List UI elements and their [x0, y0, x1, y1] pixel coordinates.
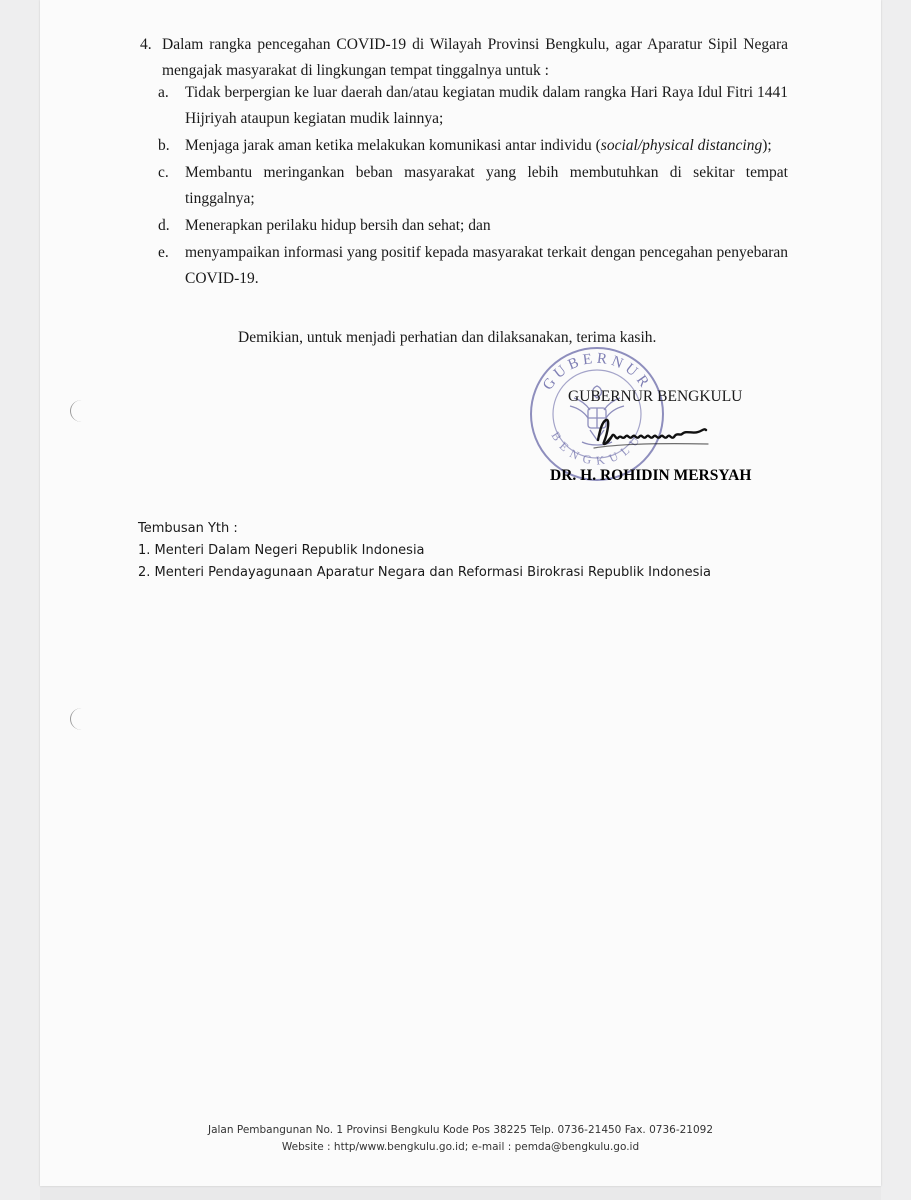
punch-hole-mark — [70, 400, 93, 422]
list-item — [158, 213, 788, 239]
viewer-left-margin — [0, 0, 40, 1200]
list-item — [158, 160, 788, 212]
point-text: Dalam rangka pencegahan COVID-19 di Wilayah Provinsi Bengkulu, agar Aparatur Sipil Negara mengajak masyarakat di lingkungan tempat tinggalnya untuk : — [162, 36, 788, 79]
item-letter: b. — [158, 137, 170, 154]
item-letter: a. — [158, 84, 169, 101]
carbon-copy-section — [138, 518, 711, 584]
item-text-italic: social/physical distancing — [600, 137, 763, 154]
viewer-right-margin — [881, 0, 911, 1200]
footer-address: Jalan Pembangunan No. 1 Provinsi Bengkulu Kode Pos 38225 Telp. 0736-21450 Fax. 0736-21092 — [207, 1124, 714, 1136]
item-text-tail: ); — [762, 137, 772, 154]
item-letter: e. — [158, 244, 169, 261]
item-text: Tidak berpergian ke luar daerah dan/atau kegiatan mudik dalam rangka Hari Raya Idul Fitri 1441 Hijriyah ataupun kegiatan mudik lainnya; — [185, 84, 788, 127]
cc-recipient: 2. Menteri Pendayagunaan Aparatur Negara dan Reformasi Birokrasi Republik Indonesia — [138, 565, 711, 580]
punch-hole-mark — [70, 708, 93, 730]
letterhead-footer — [40, 1122, 881, 1156]
handwritten-signature — [588, 410, 718, 455]
item-letter: c. — [158, 164, 169, 181]
document-page — [40, 0, 881, 1186]
item-text — [185, 133, 788, 159]
signatory-title: GUBERNUR BENGKULU — [568, 388, 743, 405]
cc-recipient: 1. Menteri Dalam Negeri Republik Indonesia — [138, 543, 425, 558]
list-item — [158, 133, 788, 159]
item-letter: d. — [158, 217, 170, 234]
footer-contact: Website : http/www.bengkulu.go.id; e-mail : pemda@bengkulu.go.id — [281, 1141, 640, 1153]
list-item — [158, 240, 788, 292]
closing-sentence: Demikian, untuk menjadi perhatian dan dilaksanakan, terima kasih. — [238, 329, 657, 346]
sub-list — [158, 80, 788, 292]
point-number: 4. — [140, 36, 152, 53]
cc-heading: Tembusan Yth : — [138, 521, 238, 536]
list-item — [158, 80, 788, 132]
item-text: Menerapkan perilaku hidup bersih dan sehat; dan — [185, 217, 491, 234]
item-text-main: Menjaga jarak aman ketika melakukan komunikasi antar individu ( — [185, 137, 601, 154]
item-text: menyampaikan informasi yang positif kepada masyarakat terkait dengan pencegahan penyebaran COVID-19. — [185, 244, 788, 287]
signatory-name: DR. H. ROHIDIN MERSYAH — [550, 467, 752, 484]
paragraph-point-4 — [140, 32, 788, 84]
item-text: Membantu meringankan beban masyarakat yang lebih membutuhkan di sekitar tempat tinggalnya; — [185, 164, 788, 207]
stamp-bottom-text: BENGKULU — [548, 429, 646, 468]
stamp-top-text: GUBERNUR — [540, 350, 654, 394]
